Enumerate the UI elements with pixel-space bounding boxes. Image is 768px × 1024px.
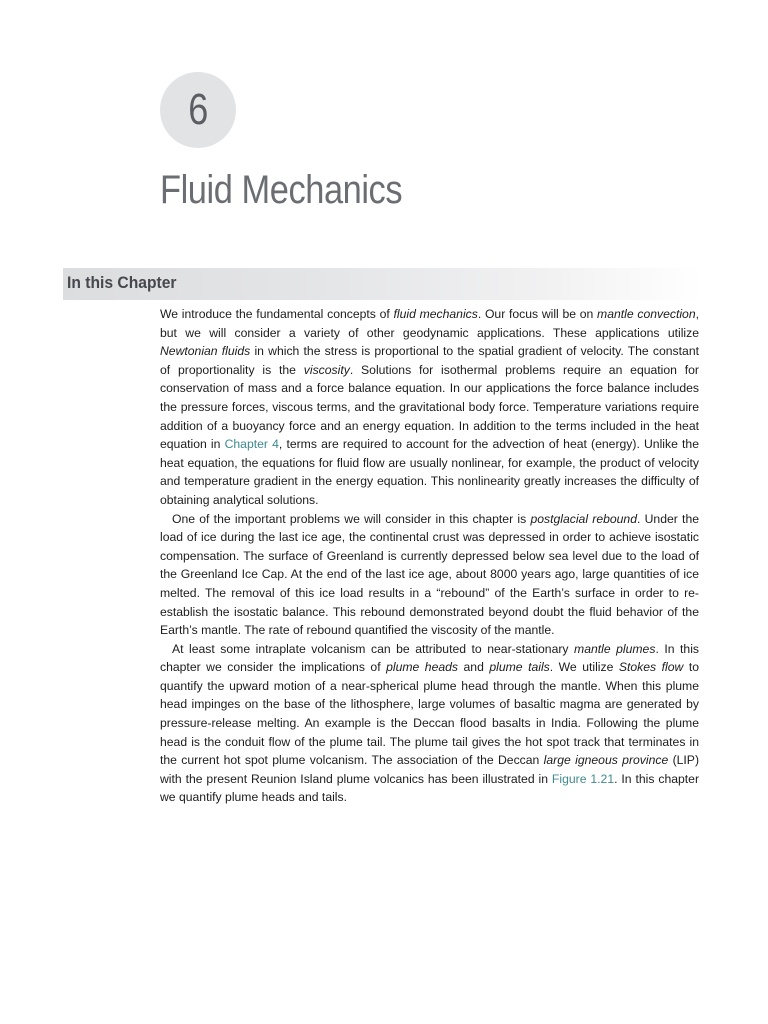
text-run: At least some intraplate volcanism can be attributed to near-stationary — [172, 641, 575, 656]
text-run: . In this chapter we consider the implications of — [160, 641, 699, 675]
section-heading: In this Chapter — [67, 273, 177, 292]
emphasized-term: Stokes flow — [618, 660, 684, 675]
text-run: , terms are required to account for the advection of heat (energy). Unlike the heat equation, the equations for fluid flow are usually nonlinear, for example, the product of velocity and temperature gradient in the energy equation. This nonlinearity greatly increases the difficulty of obtaining analytical solutions. — [160, 437, 699, 507]
text-run: . Under the load of ice during the last ice age, the continental crust was depressed in order to achieve isostatic compensation. The surface of Greenland is currently depressed below sea level due to the load of the Greenland Ice Cap. At the end of the last ice age, about 8000 years ago, large quantities of ice melted. The removal of this ice load results in a “rebound” of the Earth’s surface in order to re-establish the isostatic balance. This rebound demonstrated beyond doubt the fluid behavior of the Earth’s mantle. The rate of rebound quantified the viscosity of the mantle. — [160, 511, 700, 638]
chapter-4-link[interactable]: Chapter 4 — [224, 437, 279, 452]
emphasized-term: Newtonian fluids — [160, 344, 251, 359]
intro-paragraph-2 — [160, 510, 699, 640]
text-run: (LIP) with the present Reunion Island plume volcanics has been illustrated in — [160, 753, 699, 786]
chapter-number-badge — [160, 72, 236, 148]
emphasized-term: plume tails — [489, 660, 550, 675]
chapter-number: 6 — [187, 85, 209, 134]
emphasized-term: viscosity — [303, 362, 350, 377]
text-run: . Solutions for isothermal problems require an equation for conservation of mass and a force balance equation. In our applications the force balance includes the pressure forces, viscous terms, and the gravitational body force. Temperature variations require addition of a buoyancy force and an energy equation. In addition to the terms included in the heat equation in — [160, 362, 699, 452]
emphasized-term: fluid mechanics — [393, 307, 478, 321]
text-run: . In this chapter we quantify plume heads and tails. — [160, 771, 700, 805]
text-run: . We utilize — [549, 660, 619, 675]
intro-paragraph-3 — [160, 640, 699, 807]
text-run: in which the stress is proportional to the spatial gradient of velocity. The constant of proportionality is the — [160, 344, 699, 377]
text-run: We introduce the fundamental concepts of — [160, 307, 394, 321]
intro-paragraph-1 — [160, 305, 699, 510]
text-run: , but we will consider a variety of other geodynamic applications. These applications utilize — [160, 307, 700, 340]
text-run: and — [458, 660, 490, 675]
chapter-intro-body — [160, 305, 699, 807]
text-run: to quantify the upward motion of a near-spherical plume head through the mantle. When this plume head impinges on the base of the lithosphere, large volumes of basaltic magma are generated by pressure-release melting. An example is the Deccan flood basalts in India. Following the plume head is the conduit flow of the plume tail. The plume tail gives the hot spot track that terminates in the current hot spot plume volcanism. The association of the Deccan — [160, 660, 699, 768]
emphasized-term: large igneous province — [543, 753, 669, 768]
section-heading-bar — [63, 268, 703, 300]
emphasized-term: mantle plumes — [574, 641, 656, 656]
emphasized-term: mantle convection — [597, 307, 696, 321]
text-run: One of the important problems we will consider in this chapter is — [172, 511, 531, 526]
figure-1-21-link[interactable]: Figure 1.21 — [551, 771, 615, 786]
emphasized-term: postglacial rebound — [530, 511, 637, 526]
chapter-title: Fluid Mechanics — [160, 168, 403, 212]
emphasized-term: plume heads — [386, 660, 459, 675]
text-run: . Our focus will be on — [477, 307, 598, 321]
